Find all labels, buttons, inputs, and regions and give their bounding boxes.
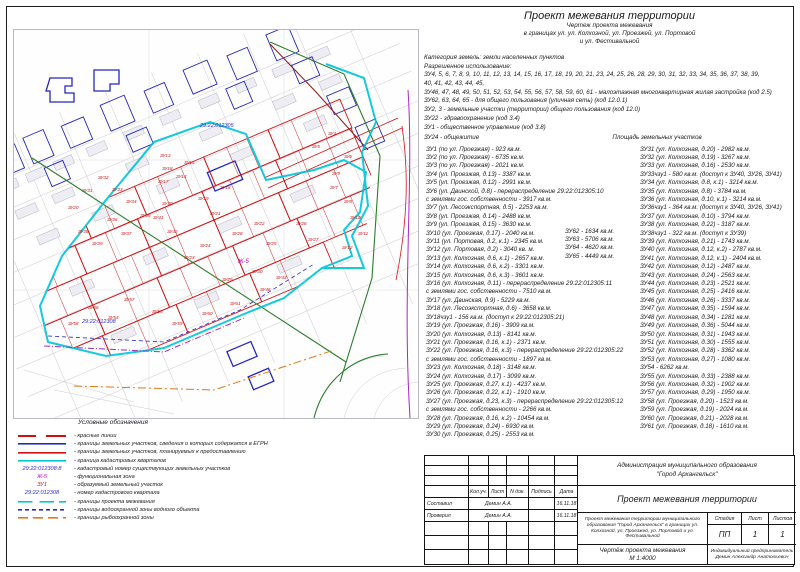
area-item: ЗУ63 - 5706 кв.м. xyxy=(565,235,615,243)
area-item: ЗУ34 (ул. Колхозная, д.8, к.1) - 3214 кв.м. xyxy=(640,179,759,187)
subtitle-3: и ул. Фестивальной xyxy=(579,38,640,45)
area-item: ЗУ65 - 4449 кв.м. xyxy=(565,252,615,260)
map-label-ЗУ26: ЗУ26 xyxy=(296,221,307,226)
legend-item-label: - границы земельных участков, планируемых к предоставлению xyxy=(74,449,246,456)
legend-item xyxy=(18,473,418,481)
permitted-use-line: 40, 41, 42, 43, 44, 45, xyxy=(424,79,485,87)
area-item: ЗУ35 (ул. Колхозная, д.8) - 3784 кв.м. xyxy=(640,187,747,195)
permitted-use-line: ЗУ2, 3 - земельные участки (территории) общего пользования (код 12.0) xyxy=(424,106,641,114)
legend-title: Условные обозначения xyxy=(78,419,148,426)
legend-item xyxy=(18,440,418,448)
permitted-use-list xyxy=(424,71,795,133)
map-label-ЗУ60: ЗУ60 xyxy=(202,311,213,316)
legend-item xyxy=(18,498,418,506)
map-label-ЗУ35: ЗУ35 xyxy=(140,213,151,218)
row-signature xyxy=(529,498,555,510)
area-item: ЗУ48 (ул. Колхозная, д.34) - 1281 кв.м. xyxy=(640,313,751,321)
map-label-ЗУ57: ЗУ57 xyxy=(124,297,135,302)
area-item: ЗУ28 (ул. Проезжая, д.16, к.2) - 10454 кв.м. xyxy=(426,414,550,422)
area-item: ЗУ31 (ул. Колхозная, д.20) - 2982 кв.м. xyxy=(640,145,751,153)
map-label-ЗУ58: ЗУ58 xyxy=(68,321,79,326)
areas-title: Площадь земельных участков xyxy=(612,133,702,141)
col-header-sheet: Лист xyxy=(489,486,507,498)
area-item: ЗУ51 (ул. Колхозная, д.30) - 1555 кв.м. xyxy=(640,338,751,346)
area-item: ЗУ15 (ул. Колхозная, д.6, к.3) - 3601 кв.м. xyxy=(426,271,545,279)
row-date: 16.11.18 xyxy=(555,510,578,522)
map-label-ЗУ21: ЗУ21 xyxy=(210,211,221,216)
area-item: ЗУ21 (ул. Проезжая, д.16, к.1) - 2371 кв.м. xyxy=(426,338,547,346)
legend-items xyxy=(18,432,418,522)
area-item: ЗУ16 (ул. Колхозная, д.11) - перераспределение 29:22:012305:11 xyxy=(426,280,613,288)
area-item: ЗУ55 (ул. Колхозная, д.33) - 2388 кв.м. xyxy=(640,372,751,380)
legend-item xyxy=(18,457,418,465)
map-label-ЗУ12: ЗУ12 xyxy=(342,245,353,250)
area-item: ЗУ18 (ул. Лесоэкспортная, д.6) - 3658 кв.м. xyxy=(426,305,552,313)
stamp-info xyxy=(578,456,796,564)
map-red-lines xyxy=(264,118,406,280)
map-label-ЗУ11: ЗУ11 xyxy=(358,231,369,236)
area-item: ЗУ46 (ул. Колхозная, д.26) - 3337 кв.м. xyxy=(640,296,751,304)
area-item: ЗУ59 (ул. Проезжая, д.19) - 2024 кв.м. xyxy=(640,406,749,414)
legend xyxy=(18,419,418,522)
col-header-quantity: Кол.уч. xyxy=(469,486,489,498)
area-item: ЗУ7 (ул. Лесоэкспортная, д.5) - 2253 кв.м. xyxy=(426,204,549,212)
area-item: ЗУ42 (ул. Колхозная, д.12) - 2487 кв.м. xyxy=(640,263,751,271)
row-role: Составил xyxy=(425,498,469,510)
map-label-ЗУ32: ЗУ32 xyxy=(98,175,109,180)
area-item: ЗУ37 (ул. Колхозная, д.10) - 3794 кв.м. xyxy=(640,212,751,220)
map-label-ЗУ24: ЗУ24 xyxy=(200,243,211,248)
map-label-ЗУ30: ЗУ30 xyxy=(252,269,263,274)
areas-column-right xyxy=(640,146,782,432)
col-header-docnum: N док. xyxy=(507,486,529,498)
area-item: с землями гос. собственности - 2266 кв.м. xyxy=(426,406,552,414)
map-label-ЗУ43: ЗУ43 xyxy=(276,275,287,280)
map-label-ЗУ29: ЗУ29 xyxy=(222,277,233,282)
legend-swatch xyxy=(18,448,66,456)
col-header-date: Дата xyxy=(555,486,578,498)
map-label-ЗУ36: ЗУ36 xyxy=(107,217,118,222)
area-item: ЗУ62 - 1634 кв.м. xyxy=(565,227,615,235)
legend-swatch xyxy=(18,498,66,506)
permitted-use-label: Разрешенное использование: xyxy=(424,63,512,70)
permitted-use-line: ЗУ22 - здравоохранение (код 3.4) xyxy=(424,114,520,122)
map-label-ЗУ33: ЗУ33 xyxy=(112,187,123,192)
area-item: с землями гос. собственности - 1897 кв.м. xyxy=(426,355,552,363)
area-item: ЗУ54 - 6262 кв.м. xyxy=(640,364,690,372)
map-label-ЗУ38: ЗУ38 xyxy=(78,229,89,234)
subtitle-1: Чертеж проекта межевания xyxy=(566,22,653,29)
area-item: ЗУ64 - 4620 кв.м. xyxy=(565,244,615,252)
area-item: ЗУ3 (по ул. Проезжая) - 2021 кв.м. xyxy=(426,162,525,170)
map-label-ЗУ9: ЗУ9 xyxy=(332,171,340,176)
legend-item-label: - границы земельных участков, сведения о которых содержатся в ЕГРН xyxy=(74,441,268,448)
map-label-ЗУ59: ЗУ59 xyxy=(172,321,183,326)
map-label-ЗУ46: ЗУ46 xyxy=(260,287,271,292)
contractor: Индивидуальный предприниматель Демин Александр Анатольевич xyxy=(710,548,794,560)
stage-value: ПП xyxy=(708,525,742,544)
area-item: ЗУ36чзу1 - 364 кв.м. (доступ к ЗУ40, ЗУ26, ЗУ41) xyxy=(640,204,782,212)
area-item: ЗУ53 (ул. Колхозная, д.27) - 1080 кв.м. xyxy=(640,355,751,363)
stage-label: Стадия xyxy=(708,513,742,525)
area-item: ЗУ4 (ул. Проезжая, д.13) - 3387 кв.м. xyxy=(426,170,532,178)
area-item: ЗУ61 (ул. Проезжая, д.18) - 1610 кв.м. xyxy=(640,422,749,430)
sheets-value: 1 xyxy=(780,530,785,539)
area-item: ЗУ17 (ул. Двинская, д.9) - 5229 кв.м. xyxy=(426,296,531,304)
legend-swatch: ЗУ1 xyxy=(37,482,47,489)
sheet-label: Лист xyxy=(742,513,769,525)
map-label-ЗУ37: ЗУ37 xyxy=(121,231,132,236)
row-name: Демин А.А. xyxy=(469,510,529,522)
legend-item xyxy=(18,465,418,473)
signature-table xyxy=(425,456,578,564)
area-item: ЗУ23 (ул. Колхозная, д.18) - 3148 кв.м. xyxy=(426,364,537,372)
map-label-ЗУ40: ЗУ40 xyxy=(162,201,173,206)
legend-item xyxy=(18,432,418,440)
area-item: ЗУ36 (ул. Колхозная, д.10, к.1) - 3214 кв.м. xyxy=(640,196,762,204)
permitted-use-hostel: ЗУ24 - общежитие xyxy=(424,133,480,141)
map-label-ЗУ8: ЗУ8 xyxy=(344,199,352,204)
map-label-ЗУ39: ЗУ39 xyxy=(92,241,103,246)
row-signature xyxy=(529,510,555,522)
area-item: ЗУ5 (ул. Проезжая, д.12) - 2991 кв.м. xyxy=(426,179,532,187)
area-item: ЗУ1 (по ул. Проезжая) - 923 кв.м. xyxy=(426,145,522,153)
legend-swatch xyxy=(18,506,66,514)
legend-item-label: - кадастровый номер существующих земельных участков xyxy=(74,465,231,472)
area-item: ЗУ57 (ул. Колхозная, д.29) - 1950 кв.м. xyxy=(640,389,751,397)
area-item: с землями гос. собственности - 7510 кв.м. xyxy=(426,288,552,296)
legend-item xyxy=(18,514,418,522)
area-item: ЗУ22 (ул. Проезжая, д.16, к.3) - перераспределение 29:22:012305:22 xyxy=(426,347,624,355)
area-item: ЗУ33 (ул. Колхозная, д.16) - 2530 кв.м. xyxy=(640,162,751,170)
area-item: ЗУ39 (ул. Колхозная, д.21) - 1743 кв.м. xyxy=(640,238,751,246)
page-title: Проект межевания территории xyxy=(524,10,695,22)
area-item: ЗУ24 (ул. Колхозная, д.17) - 3099 кв.м. xyxy=(426,372,537,380)
area-item: ЗУ52 (ул. Колхозная, д.28) - 3362 кв.м. xyxy=(640,347,751,355)
map-label-ЗУ41: ЗУ41 xyxy=(153,215,164,220)
area-item: ЗУ41 (ул. Колхозная, д.12, к.1) - 2404 кв.м. xyxy=(640,254,762,262)
legend-item-label: - образуемый земельный участок xyxy=(74,482,163,489)
area-item: ЗУ20 (ул. Колхозная, д.13) - 8141 кв.м. xyxy=(426,330,537,338)
area-item: ЗУ8 (ул. Проезжая, д.14) - 2488 кв.м. xyxy=(426,212,532,220)
legend-item xyxy=(18,506,418,514)
drawing-name: Чертёж проекта межевания М 1:4000 xyxy=(578,545,708,564)
areas-columns xyxy=(424,142,795,454)
permitted-use-line: ЗУ46, 47, 48, 49, 50, 51, 52, 53, 54, 55, 56, 57, 58, 59, 60, 61 - малоэтажная многоквартирная жилая застройка (код 2.5) xyxy=(424,88,772,96)
map-label-ЗУ10: ЗУ10 xyxy=(350,215,361,220)
area-item: ЗУ12 (ул. Портовая, д.2) - 3040 кв. м. xyxy=(426,246,535,254)
map-label-ЗУ6: ЗУ6 xyxy=(344,154,352,159)
area-item: ЗУ50 (ул. Колхозная, д.31) - 1943 кв.м. xyxy=(640,330,751,338)
area-item: ЗУ9 (ул. Проезжая, д.15) - 3630 кв.м. xyxy=(426,221,532,229)
map-label-ЗУ16: ЗУ16 xyxy=(220,185,231,190)
legend-swatch: 29:22:012308:8 xyxy=(22,465,62,472)
area-item: ЗУ13 (ул. Колхозная, д.6, к.1) - 2657 кв.м. xyxy=(426,254,545,262)
area-item: с землями гос. собственности - 3917 кв.м. xyxy=(426,196,552,204)
area-item: ЗУ14 (ул. Колхозная, д.6, к.2) - 3301 кв.м. xyxy=(426,263,545,271)
legend-swatch xyxy=(18,514,66,522)
map-label-ЗУ25: ЗУ25 xyxy=(266,241,277,246)
organization: Администрация муниципального образования "Город Архангельск" xyxy=(578,456,796,486)
map-label-ЗУ42: ЗУ42 xyxy=(167,229,178,234)
permitted-use-line: ЗУ1 - общественное управление (код 3.8) xyxy=(424,123,546,131)
area-item: ЗУ29 (ул. Проезжая, д.24) - 6930 кв.м. xyxy=(426,422,535,430)
area-item: ЗУ19 (ул. Проезжая, д.16) - 3909 кв.м. xyxy=(426,322,535,330)
area-item: ЗУ10 (ул. Проезжая, д.17) - 2040 кв.м. xyxy=(426,229,535,237)
sheets-label: Листов xyxy=(769,513,796,525)
legend-item xyxy=(18,489,418,497)
map-label-ЗУ15: ЗУ15 xyxy=(184,160,195,165)
col-header-signature: Подпись xyxy=(529,486,555,498)
legend-item-label: - границы проекта межевания xyxy=(74,498,155,505)
area-item: ЗУ58 (ул. Проезжая, д.20) - 1523 кв.м. xyxy=(640,397,749,405)
text-panel xyxy=(424,8,795,454)
map-label-ЗУ14: ЗУ14 xyxy=(176,174,187,179)
legend-item-label: - функциональная зона xyxy=(74,474,135,481)
map-label-29:22:012305: 29:22:012305 xyxy=(200,123,234,129)
map-label-ЗУ31: ЗУ31 xyxy=(82,188,93,193)
map-label-ЗУ18: ЗУ18 xyxy=(162,166,173,171)
map-label-ЗУ23: ЗУ23 xyxy=(184,255,195,260)
map-label-ЗУ22: ЗУ22 xyxy=(254,221,265,226)
area-item: ЗУ26 (ул. Проезжая, д.22, к.1) - 1910 кв.м. xyxy=(426,389,547,397)
area-item: ЗУ40 (ул. Колхозная, д.12, к.2) - 2787 кв.м. xyxy=(640,246,762,254)
legend-swatch: 29:22:012308 xyxy=(24,490,60,497)
area-item: ЗУ47 (ул. Колхозная, д.35) - 1594 кв.м. xyxy=(640,305,751,313)
row-name: Демин А.А. xyxy=(469,498,529,510)
area-item: ЗУ43 (ул. Колхозная, д.24) - 2563 кв.м. xyxy=(640,271,751,279)
legend-swatch xyxy=(18,440,66,448)
map-label-Ж-5: Ж-5 xyxy=(238,259,249,265)
drawing-scale: М 1:4000 xyxy=(629,554,656,562)
area-item: ЗУ49 (ул. Колхозная, д.36) - 5044 кв.м. xyxy=(640,322,751,330)
stamp-doc-title: Проект межевания территории xyxy=(578,486,796,513)
legend-item-label: - граница кадастровых кварталов xyxy=(74,457,166,464)
legend-swatch xyxy=(18,457,66,465)
areas-column-mini xyxy=(565,228,614,262)
areas-column-left xyxy=(426,146,623,440)
area-item: ЗУ30 (ул. Проезжая, д.25) - 2553 кв.м. xyxy=(426,431,535,439)
map-label-ЗУ17: ЗУ17 xyxy=(158,179,169,184)
area-item: ЗУ25 (ул. Проезжая, д.27, к.1) - 4237 кв.м. xyxy=(426,380,547,388)
permitted-use-line: ЗУ62, 63, 64, 65 - для общего пользования (уличная сеть) (код 12.0.1) xyxy=(424,97,628,105)
map-label-ЗУ34: ЗУ34 xyxy=(126,199,137,204)
permitted-use-line: ЗУ4, 5, 6, 7, 8, 9, 10, 11, 12, 13, 14, 15, 16, 17, 18, 19, 20, 21, 23, 24, 25, 26, 28, 29, 30, 31, 32, 33, 34, 35, 36, 37, 38, 39, xyxy=(424,71,760,78)
row-date: 16.11.18 xyxy=(555,498,578,510)
legend-item xyxy=(18,448,418,456)
legend-item-label: - границы рыбоохранной зоны xyxy=(74,514,154,521)
cadastral-map xyxy=(13,29,419,419)
map-purple-lines xyxy=(44,90,410,418)
area-item: ЗУ2 (по ул. Проезжая) - 6735 кв.м. xyxy=(426,153,525,161)
map-label-ЗУ28: ЗУ28 xyxy=(232,231,243,236)
map-label-ЗУ56: ЗУ56 xyxy=(88,305,99,310)
area-item: ЗУ33чзу1 - 580 кв.м. (доступ к ЗУ40, ЗУ26, ЗУ41) xyxy=(640,170,782,178)
area-item: ЗУ45 (ул. Колхозная, д.25) - 2416 кв.м. xyxy=(640,288,751,296)
area-item: ЗУ44 (ул. Колхозная, д.23) - 2521 кв.м. xyxy=(640,280,751,288)
stage-sheet-grid xyxy=(708,513,796,544)
area-item: ЗУ32 (ул. Колхозная, д.19) - 3267 кв.м. xyxy=(640,153,751,161)
map-label-ЗУ27: ЗУ27 xyxy=(308,237,319,242)
legend-item xyxy=(18,481,418,489)
sheet-value: 1 xyxy=(742,525,769,544)
row-role: Проверил xyxy=(425,510,469,522)
legend-swatch: Ж-5 xyxy=(36,474,48,481)
area-item: ЗУ6 (ул. Двинской, д.8) - перераспределение 29:22:012305:10 xyxy=(426,187,604,195)
map-label-ЗУ5: ЗУ5 xyxy=(312,144,320,149)
area-item: ЗУ38 (ул. Колхозная, д.22) - 3187 кв.м. xyxy=(640,221,751,229)
map-label-ЗУ4: ЗУ4 xyxy=(328,131,336,136)
legend-swatch xyxy=(18,432,66,440)
map-label-ЗУ55: ЗУ55 xyxy=(152,309,163,314)
area-item: ЗУ18чзу1 - 156 кв.м. (доступ к 29:22:012305:21) xyxy=(426,313,565,321)
map-label-ЗУ61: ЗУ61 xyxy=(230,301,241,306)
map-label-ЗУ20: ЗУ20 xyxy=(68,205,79,210)
area-item: ЗУ60 (ул. Проезжая, д.21) - 2028 кв.м. xyxy=(640,414,749,422)
land-category: Категория земель: земли населенных пунктов xyxy=(424,54,565,61)
map-label-ЗУ13: ЗУ13 xyxy=(160,153,171,158)
area-item: ЗУ27 (ул. Проезжая, д.23, к.3) - перераспределение 29:22:012305:12 xyxy=(426,397,624,405)
title-block xyxy=(424,455,795,565)
map-label-29:22:012308: 29:22:012308 xyxy=(82,319,116,325)
area-item: ЗУ56 (ул. Колхозная, д.32) - 1902 кв.м. xyxy=(640,380,751,388)
subtitle-2: в границах ул. ул. Колхозной, ул. Проезжей, ул. Портовой xyxy=(523,30,696,37)
legend-item-label: - номер кадастрового квартала xyxy=(74,490,160,497)
legend-item-label: - границы водоохранной зоны водного объекта xyxy=(74,506,200,513)
legend-item-label: - красные линии xyxy=(74,433,117,440)
project-description: Проект межевания территории муниципального образования "Город Архангельск" в границах ул. Колхозной, ул. Проезжей, ул. Портовой и ул. Фестивальной xyxy=(578,513,708,544)
map-label-ЗУ19: ЗУ19 xyxy=(198,196,209,201)
area-item: ЗУ38чзу1 - 322 кв.м. (доступ к ЗУ39) xyxy=(640,229,747,237)
area-item: ЗУ11 (ул. Портовая, д.2, к.1) - 2345 кв.м. xyxy=(426,238,544,246)
map-label-ЗУ7: ЗУ7 xyxy=(330,185,338,190)
map-label-ЗУ54: ЗУ54 xyxy=(108,315,119,320)
